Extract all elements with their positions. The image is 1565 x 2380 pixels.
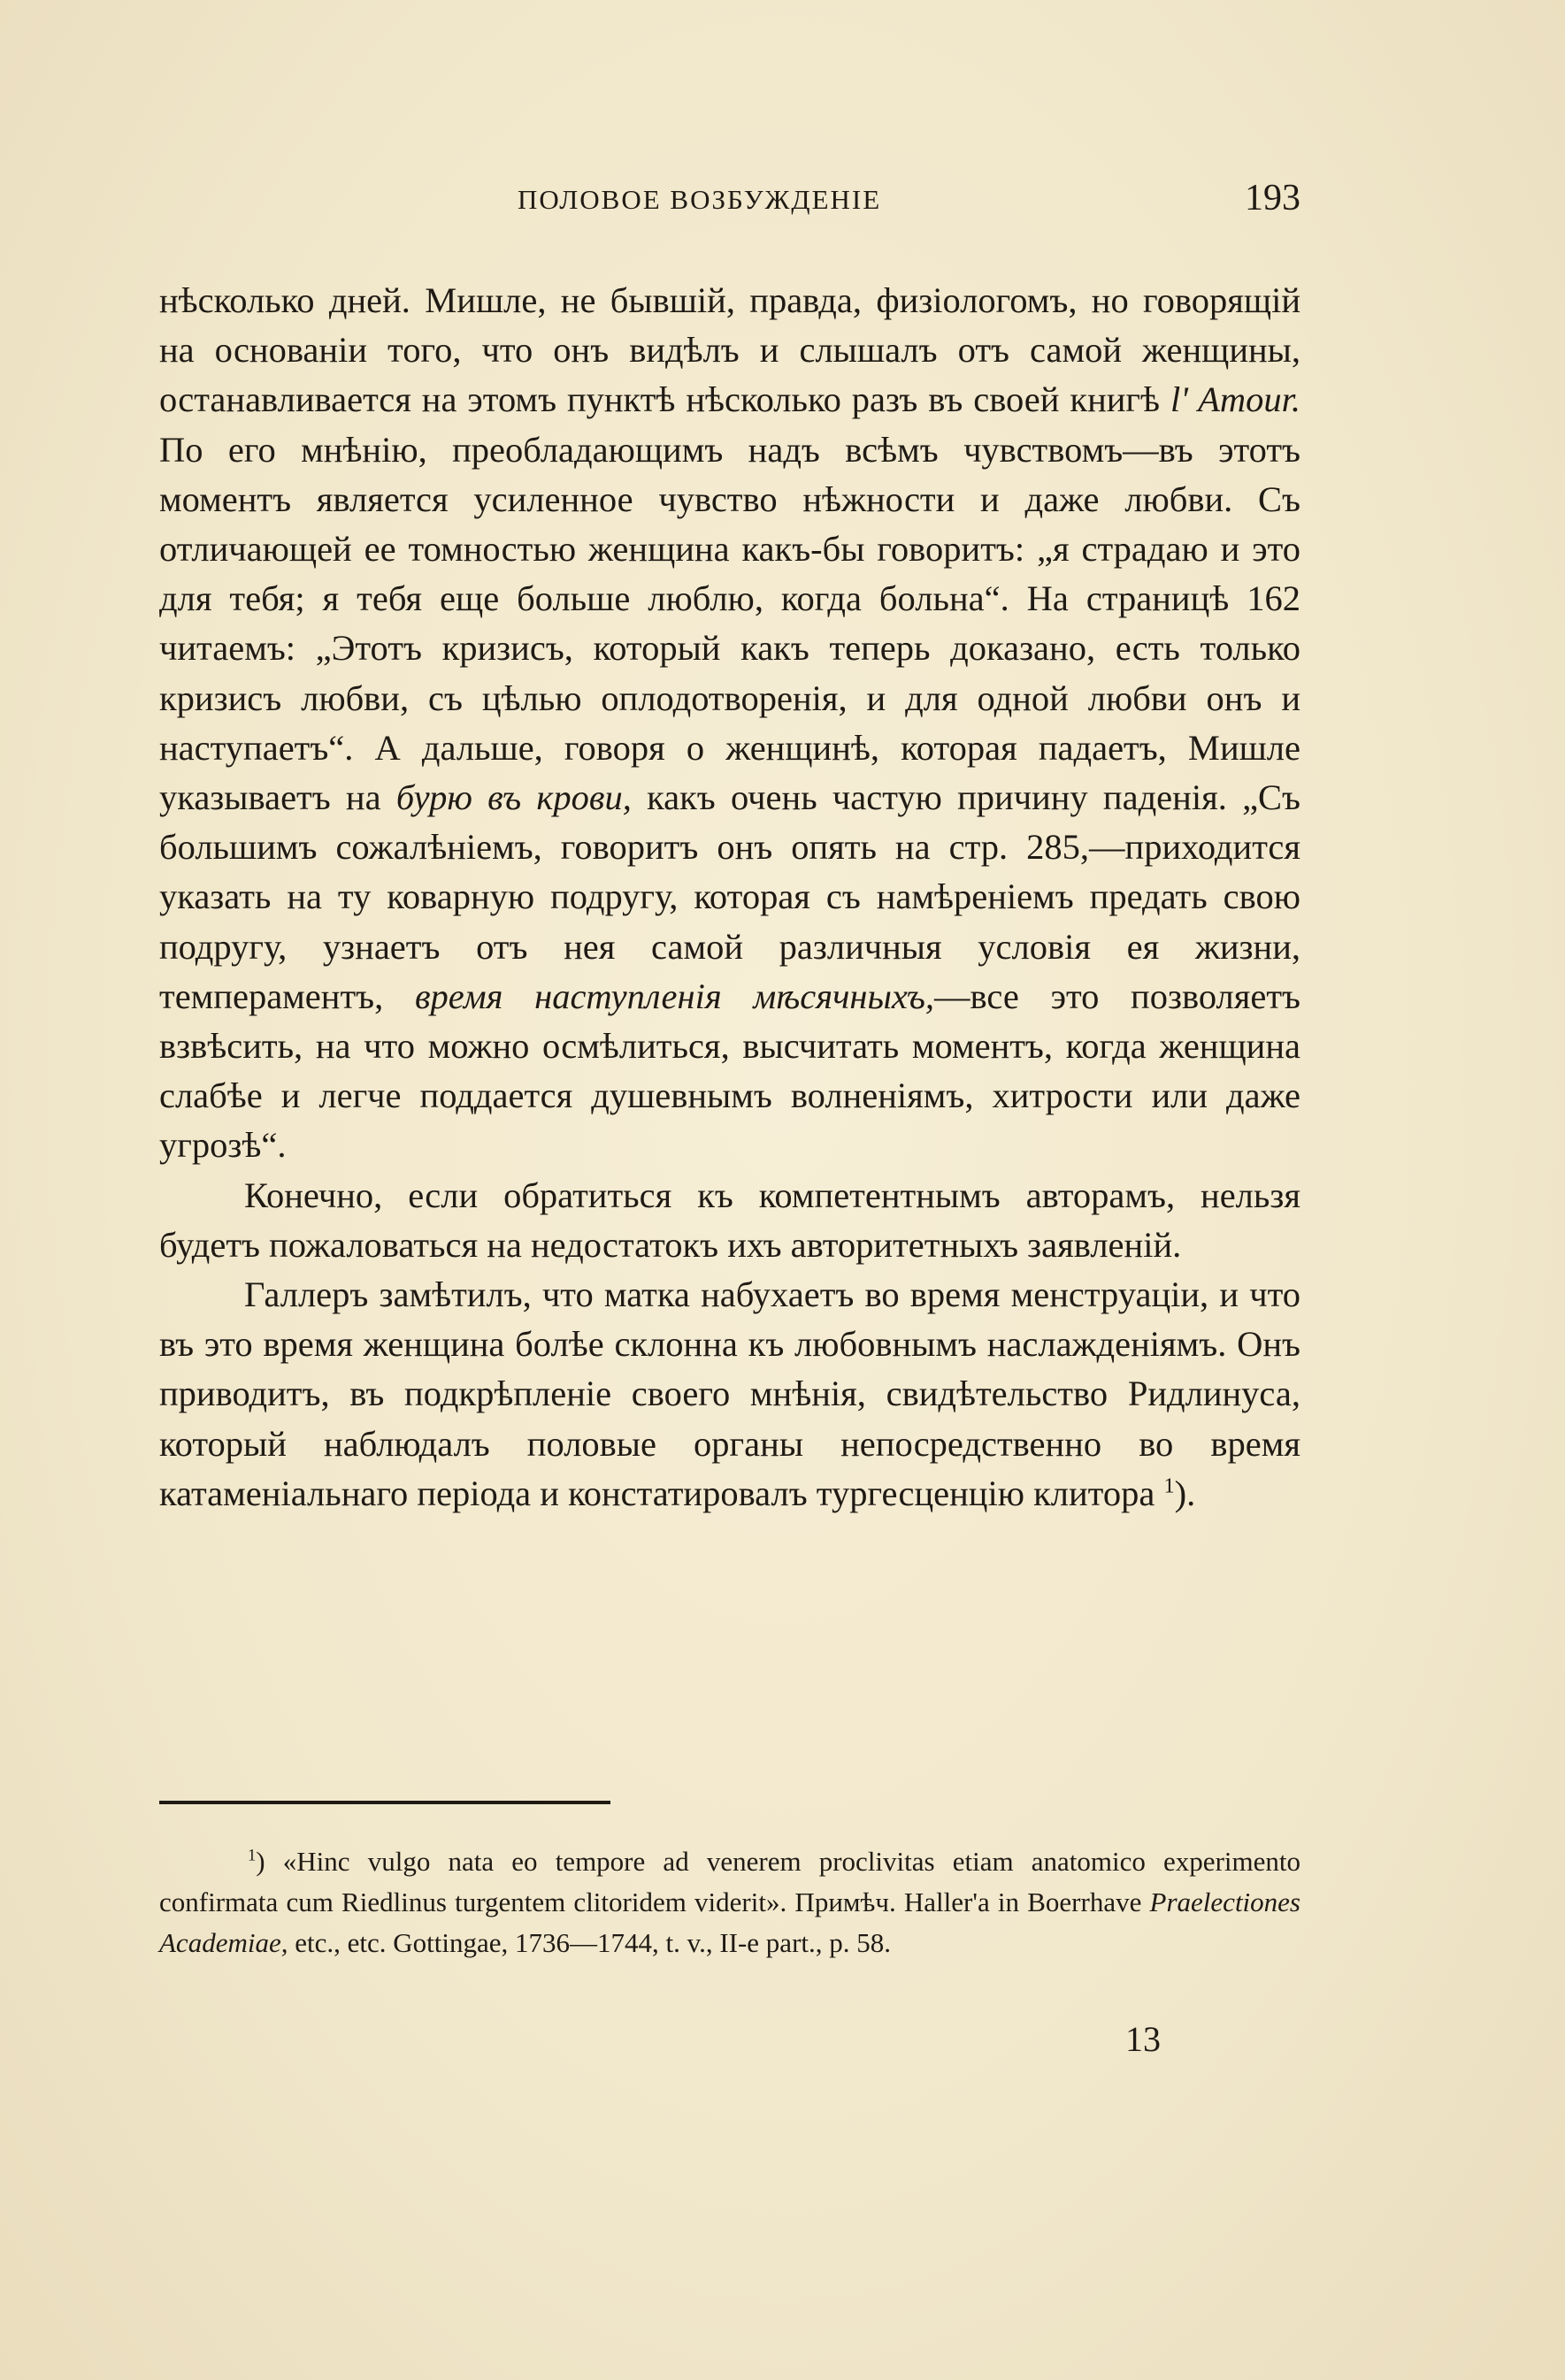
footnote-text-a: ) «Hinc vulgo nata eo tempore ad venerem proclivitas etiam anatomico experimento confirmata cum Riedlinus turgentem clitoridem viderit». Примѣч. Haller'a in Boerrhave bbox=[159, 1846, 1300, 1917]
paragraph-3 bbox=[159, 1270, 1300, 1519]
paragraph-1-part-c: По его мнѣнію, преобладающимъ надъ всѣмъ чувствомъ—въ этотъ моментъ является усиленное чувство нѣжности и даже любви. Съ отличающей ее томностью женщина какъ-бы говоритъ: „я страдаю и это для тебя; я тебя еще больше люблю, когда больна“. На страницѣ 162 читаемъ: „Этотъ кризисъ, который какъ теперь доказано, есть только кризисъ любви, съ цѣлью оплодотворенія, и для одной любви онъ и наступаетъ“. А дальше, говоря о женщинѣ, которая падаетъ, Мишле указываетъ на bbox=[159, 429, 1300, 818]
paragraph-1 bbox=[159, 276, 1300, 1171]
page-number: 193 bbox=[1245, 178, 1300, 218]
paragraph-2: Конечно, если обратиться къ компетентнымъ авторамъ, нельзя будетъ пожаловаться на недостатокъ ихъ авторитетныхъ заявленій. bbox=[159, 1175, 1300, 1265]
signature-mark: 13 bbox=[1125, 2019, 1161, 2059]
emphasis-storm-in-blood: бурю въ крови, bbox=[395, 777, 632, 818]
emphasis-menses-time: время наступленія мѣсячныхъ, bbox=[414, 976, 935, 1016]
page-header bbox=[159, 177, 1300, 230]
running-head: ПОЛОВОЕ ВОЗБУЖДЕНІЕ bbox=[518, 184, 882, 215]
footnote-title: Praelectiones Academiae, bbox=[159, 1886, 1300, 1958]
footnote-rule bbox=[159, 1801, 610, 1804]
book-title-lamour: l' Amour. bbox=[1170, 379, 1300, 420]
paragraph-3-end: ). bbox=[1174, 1473, 1196, 1513]
paragraph-1-part-e: какъ очень частую причину паденія. „Съ большимъ сожалѣніемъ, говоритъ онъ опять на стр. 285,—приходится указать на ту коварную подругу, которая съ намѣреніемъ предать свою подругу, узнаетъ отъ нея самой различныя условія ея жизни, темпераментъ, bbox=[159, 777, 1300, 1016]
paragraph-3-text: Галлеръ замѣтилъ, что матка набухаетъ во время менструаціи, и что въ это время женщина болѣе склонна къ любовнымъ наслажденіямъ. Онъ приводитъ, въ подкрѣпленіе своего мнѣнія, свидѣтельство Ридлинуса, который наблюдалъ половые органы непосредственно во время катаменіальнаго періода и констатировалъ тургесценцію клитора bbox=[159, 1274, 1300, 1513]
footnote bbox=[159, 1841, 1300, 1963]
body-text bbox=[159, 276, 1300, 1519]
footnote-text-c: etc., etc. Gottingae, 1736—1744, t. v., II-e part., p. 58. bbox=[288, 1927, 891, 1958]
paragraph-1-part-g: —все это позволяетъ взвѣсить, на что можно осмѣлиться, высчитать моментъ, когда женщина слабѣе и легче поддается душевнымъ волненіямъ, хитрости или даже угрозѣ“. bbox=[159, 976, 1301, 1166]
footnote-marker: 1 bbox=[248, 1846, 257, 1865]
paragraph-1-part-a: нѣсколько дней. Мишле, не бывшій, правда, физіологомъ, но говорящій на основаніи того, что онъ видѣлъ и слышалъ отъ самой женщины, останавливается на этомъ пунктѣ нѣсколько разъ въ своей книгѣ bbox=[159, 280, 1300, 420]
footnote-reference: 1 bbox=[1163, 1473, 1175, 1498]
